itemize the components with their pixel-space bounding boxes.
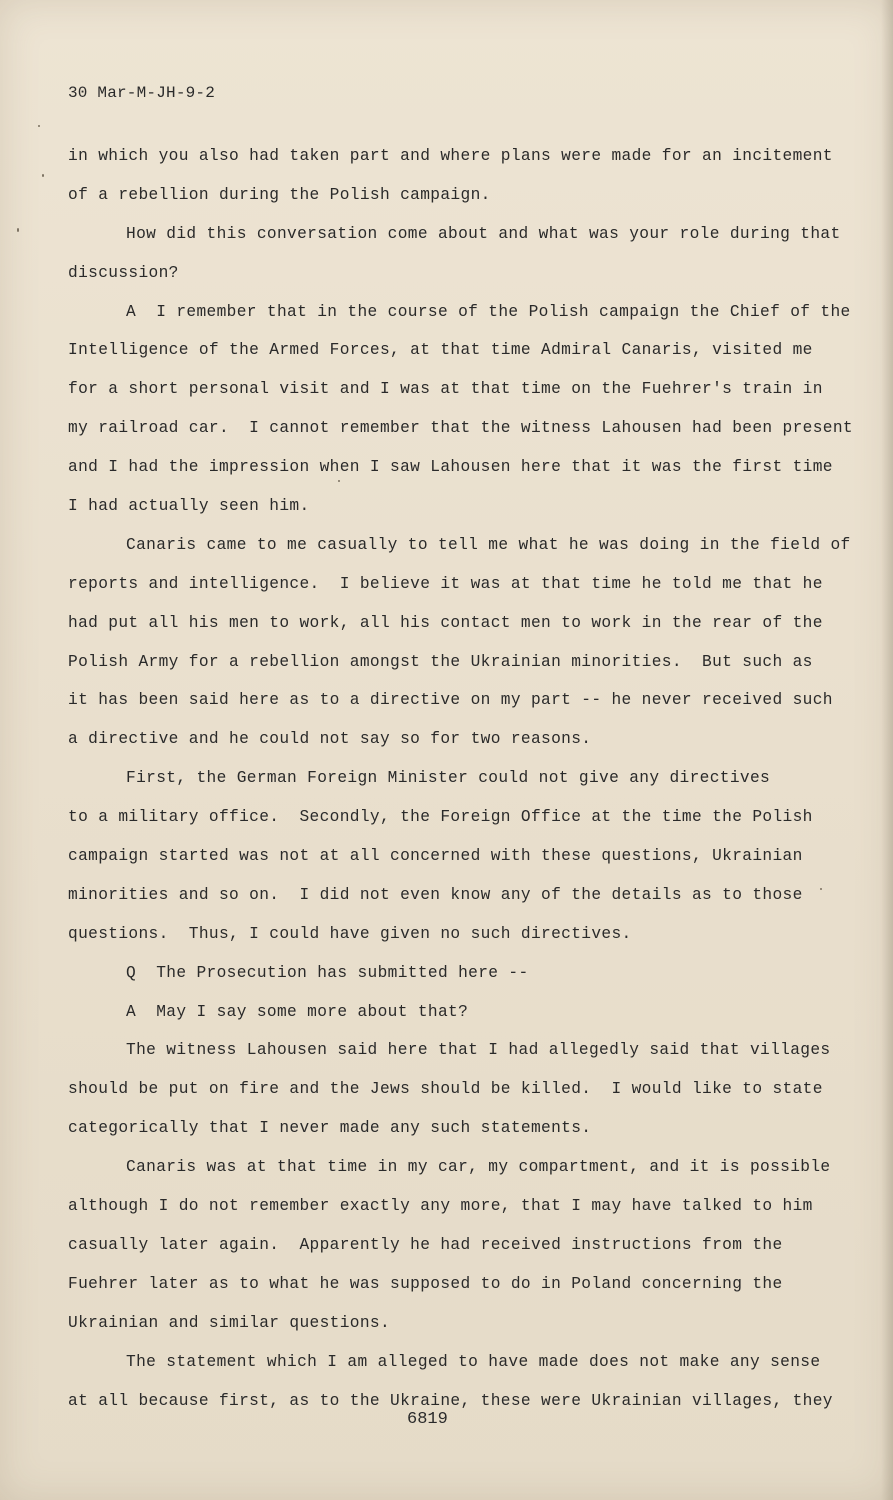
transcript-line: Canaris came to me casually to tell me what he was doing in the field of: [126, 535, 851, 554]
transcript-line: The statement which I am alleged to have made does not make any sense: [126, 1352, 821, 1371]
transcript-line: to a military office. Secondly, the Foreign Office at the time the Polish: [68, 808, 813, 827]
transcript-line: categorically that I never made any such statements.: [68, 1119, 592, 1138]
transcript-line: casually later again. Apparently he had received instructions from the: [68, 1235, 783, 1254]
paper-speck: [17, 228, 19, 232]
transcript-line: Q The Prosecution has submitted here --: [126, 963, 529, 982]
transcript-line: Canaris was at that time in my car, my compartment, and it is possible: [126, 1158, 831, 1177]
transcript-line: reports and intelligence. I believe it was at that time he told me that he: [68, 574, 823, 593]
page-number: 6819: [407, 1410, 448, 1429]
document-reference-header: 30 Mar-M-JH-9-2: [68, 84, 216, 102]
transcript-line: Ukrainian and similar questions.: [68, 1313, 391, 1332]
transcript-line: Intelligence of the Armed Forces, at that time Admiral Canaris, visited me: [68, 341, 813, 360]
transcript-line: Polish Army for a rebellion amongst the Ukrainian minorities. But such as: [68, 652, 813, 671]
paper-speck: [42, 174, 44, 177]
transcript-line: A May I say some more about that?: [126, 1002, 469, 1021]
transcript-body: [68, 137, 853, 1420]
transcript-line: of a rebellion during the Polish campaign.: [68, 185, 491, 204]
transcript-line: my railroad car. I cannot remember that the witness Lahousen had been present: [68, 419, 853, 438]
transcript-line: and I had the impression when I saw Lahousen here that it was the first time: [68, 458, 833, 477]
transcript-line: I had actually seen him.: [68, 497, 310, 516]
transcript-line: although I do not remember exactly any more, that I may have talked to him: [68, 1197, 813, 1216]
paper-speck: [820, 888, 822, 890]
paper-speck: [338, 480, 340, 482]
transcript-line: questions. Thus, I could have given no such directives.: [68, 924, 632, 943]
transcript-line: How did this conversation come about and what was your role during that: [126, 224, 841, 243]
transcript-line: should be put on fire and the Jews should be killed. I would like to state: [68, 1080, 823, 1099]
transcript-line: a directive and he could not say so for two reasons.: [68, 730, 592, 749]
transcript-line: discussion?: [68, 263, 179, 282]
transcript-line: campaign started was not at all concerned with these questions, Ukrainian: [68, 847, 803, 866]
page-edge-shadow: [881, 0, 893, 1500]
transcript-line: Fuehrer later as to what he was supposed to do in Poland concerning the: [68, 1274, 783, 1293]
paper-speck: [38, 125, 40, 127]
transcript-line: it has been said here as to a directive on my part -- he never received such: [68, 691, 833, 710]
transcript-line: A I remember that in the course of the Polish campaign the Chief of the: [126, 302, 851, 321]
transcript-line: The witness Lahousen said here that I had allegedly said that villages: [126, 1041, 831, 1060]
transcript-line: minorities and so on. I did not even know any of the details as to those: [68, 885, 803, 904]
transcript-line: in which you also had taken part and where plans were made for an incitement: [68, 147, 833, 165]
transcript-line: First, the German Foreign Minister could not give any directives: [126, 769, 771, 788]
transcript-line: for a short personal visit and I was at that time on the Fuehrer's train in: [68, 380, 823, 399]
transcript-line: had put all his men to work, all his contact men to work in the rear of the: [68, 613, 823, 632]
transcript-line: at all because first, as to the Ukraine, these were Ukrainian villages, they: [68, 1391, 833, 1410]
